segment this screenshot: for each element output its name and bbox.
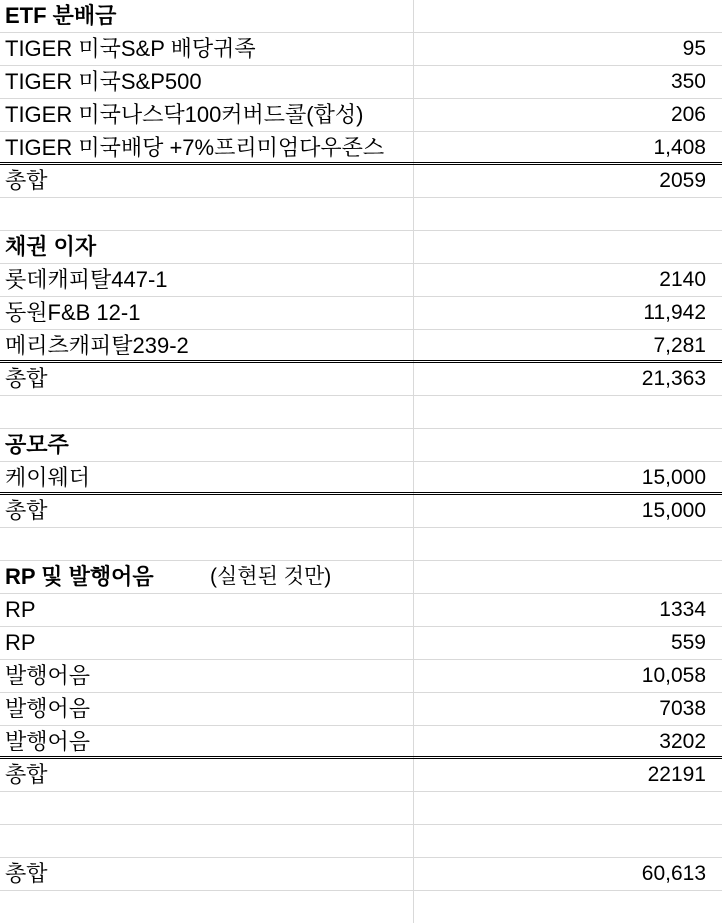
table-row[interactable] [0,330,722,363]
total-row-etf[interactable] [0,165,722,198]
item-value: 350 [670,70,706,93]
section-header-bond: 채권 이자 [5,234,97,259]
table-row[interactable] [0,132,722,165]
total-value: 21,363 [641,367,706,390]
item-label: RP [5,630,36,655]
table-row[interactable] [0,627,722,660]
item-label: RP [5,597,36,622]
table-row[interactable] [0,297,722,330]
item-value: 559 [670,631,706,654]
item-value: 1,408 [653,136,706,159]
item-label: 발행어음 [5,729,91,754]
table-row[interactable] [0,693,722,726]
item-value: 206 [670,103,706,126]
empty-row[interactable] [0,528,722,561]
table-row[interactable] [0,726,722,759]
item-label: TIGER 미국나스닥100커버드콜(합성) [5,102,364,127]
table-row[interactable] [0,99,722,132]
table-row[interactable] [0,660,722,693]
table-row[interactable] [0,462,722,495]
item-value: 10,058 [641,664,706,687]
total-label: 총합 [5,762,48,787]
section-header-row[interactable] [0,429,722,462]
grand-total-row[interactable] [0,858,722,891]
item-label: TIGER 미국배당 +7%프리미엄다우존스 [5,135,385,160]
grand-total-label: 총합 [5,861,48,886]
section-header-ipo: 공모주 [5,432,69,457]
item-value: 7,281 [653,334,706,357]
table-row[interactable] [0,594,722,627]
empty-row[interactable] [0,396,722,429]
item-value: 7038 [659,697,706,720]
total-value: 22191 [647,763,706,786]
table-row[interactable] [0,264,722,297]
item-label: 메리츠캐피탈239-2 [5,333,189,358]
total-label: 총합 [5,168,48,193]
section-header-etf: ETF 분배금 [5,3,117,28]
item-label: 동원F&B 12-1 [5,300,141,325]
item-label: TIGER 미국S&P 배당귀족 [5,36,256,61]
item-label: TIGER 미국S&P500 [5,69,202,94]
empty-row[interactable] [0,825,722,858]
item-value: 1334 [659,598,706,621]
table-row[interactable] [0,33,722,66]
item-value: 95 [682,37,706,60]
section-header-rp: RP 및 발행어음 [5,564,154,589]
total-value: 15,000 [641,499,706,522]
total-row-bond[interactable] [0,363,722,396]
empty-row[interactable] [0,198,722,231]
total-label: 총합 [5,498,48,523]
item-value: 2140 [659,268,706,291]
item-label: 케이웨더 [5,465,91,490]
item-label: 발행어음 [5,696,91,721]
grand-total-value: 60,613 [641,862,706,885]
item-value: 15,000 [641,466,706,489]
item-value: 3202 [659,730,706,753]
empty-row[interactable] [0,792,722,825]
section-note: (실현된 것만) [210,565,332,588]
section-header-row[interactable] [0,0,722,33]
total-row-rp[interactable] [0,759,722,792]
total-value: 2059 [659,169,706,192]
item-label: 발행어음 [5,663,91,688]
section-header-row[interactable] [0,231,722,264]
total-label: 총합 [5,366,48,391]
item-label: 롯데캐피탈447-1 [5,267,168,292]
item-value: 11,942 [643,301,706,324]
table-row[interactable] [0,66,722,99]
section-header-row[interactable] [0,561,722,594]
total-row-ipo[interactable] [0,495,722,528]
